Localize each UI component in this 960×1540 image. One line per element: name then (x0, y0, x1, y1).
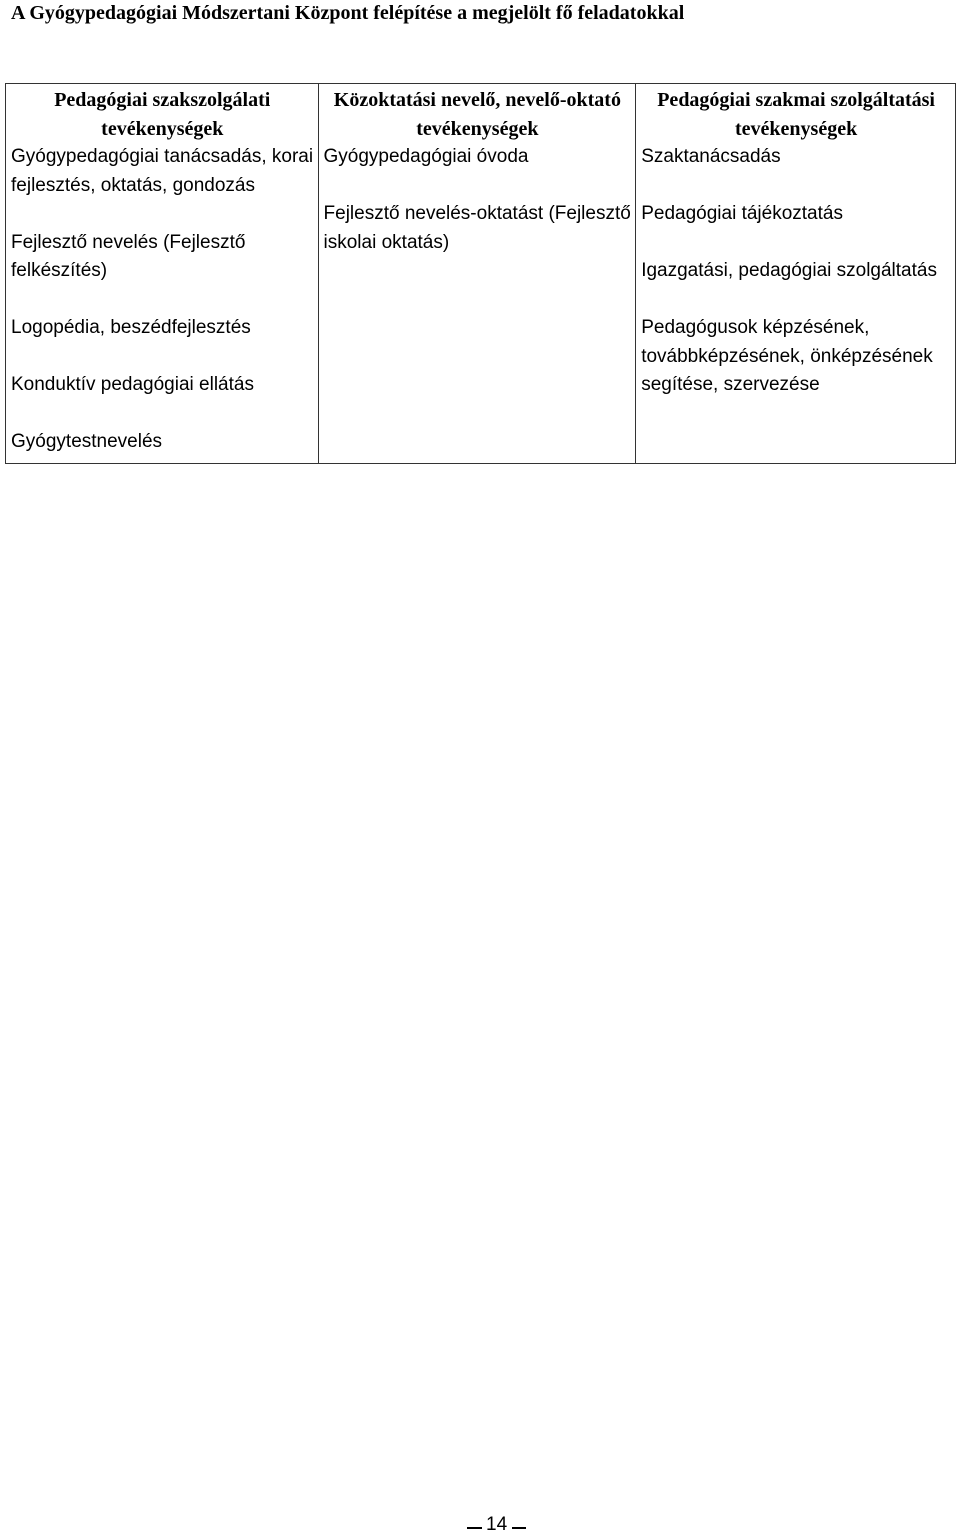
table-row (6, 143, 956, 463)
document-title: A Gyógypedagógiai Módszertani Központ felépítése a megjelölt fő feladatokkal (11, 2, 685, 24)
column-header-professional-services: Pedagógiai szakmai szolgáltatási tevékenységek (636, 84, 956, 144)
table-header-row (6, 84, 956, 144)
list-item: Fejlesztő nevelés (Fejlesztő felkészítés) (11, 231, 246, 281)
list-item: Fejlesztő nevelés-oktatást (Fejlesztő iskolai oktatás) (323, 203, 631, 253)
list-item: Logopédia, beszédfejlesztés (11, 317, 251, 338)
list-item: Pedagógusok képzésének, továbbképzésének, önképzésének segítése, szervezése (641, 317, 933, 395)
list-item: Igazgatási, pedagógiai szolgáltatás (641, 260, 937, 281)
column-header-public-education: Közoktatási nevelő, nevelő-oktató tevékenységek (318, 84, 636, 144)
list-item: Gyógypedagógiai tanácsadás, korai fejlesztés, oktatás, gondozás (11, 146, 314, 196)
organization-table (5, 83, 956, 464)
footer-dash-left (467, 1527, 482, 1529)
table-cell-pedagogical-services (6, 143, 319, 463)
page-footer (0, 1510, 960, 1537)
footer-dash-right (512, 1527, 526, 1529)
table-cell-public-education (318, 143, 636, 463)
list-item: Pedagógiai tájékoztatás (641, 203, 843, 224)
list-item: Gyógytestnevelés (11, 431, 163, 452)
column-header-pedagogical-services: Pedagógiai szakszolgálati tevékenységek (6, 84, 319, 144)
table-cell-professional-services (636, 143, 956, 463)
list-item: Konduktív pedagógiai ellátás (11, 374, 254, 395)
list-item: Gyógypedagógiai óvoda (323, 146, 529, 167)
page-number: 14 (486, 1514, 508, 1535)
list-item: Szaktanácsadás (641, 146, 781, 167)
